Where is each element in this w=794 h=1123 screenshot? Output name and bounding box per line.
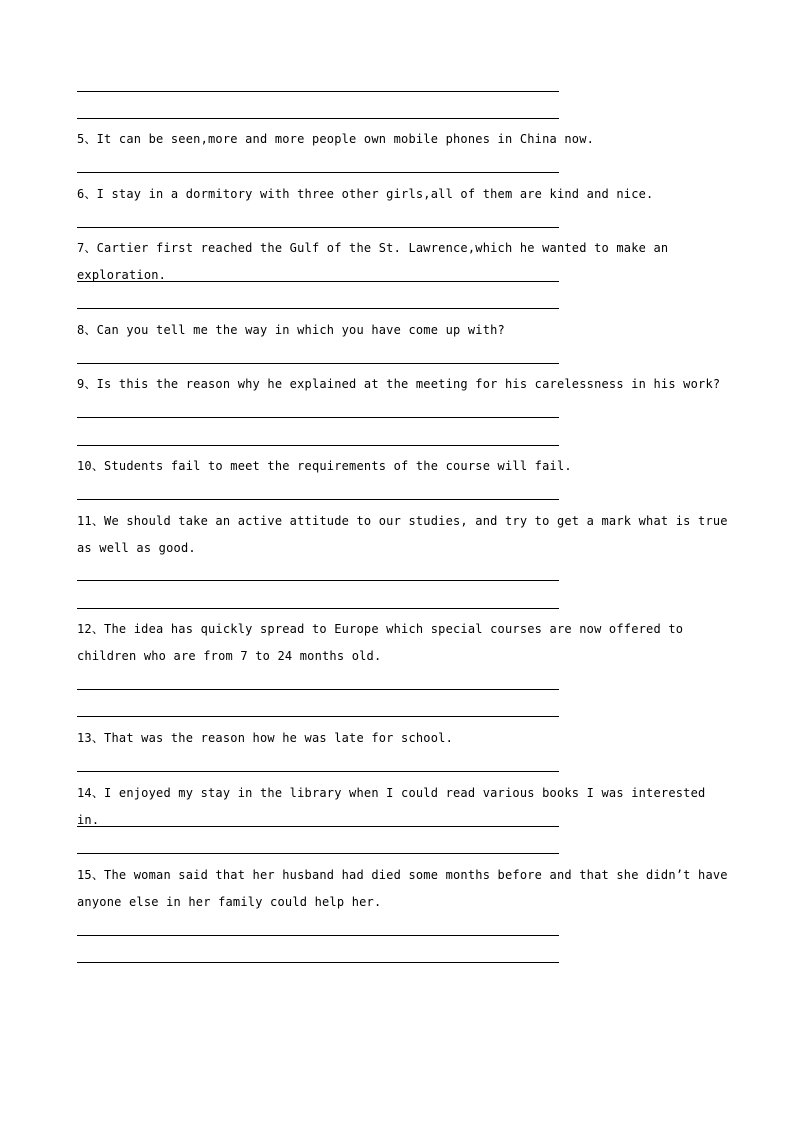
answer-line[interactable]: [77, 689, 559, 690]
question-15: 15、The woman said that her husband had died some months before and that she didn’t have anyone else in her family could help her.: [77, 868, 728, 909]
answer-line[interactable]: [77, 118, 559, 119]
answer-line[interactable]: [77, 608, 559, 609]
answer-line[interactable]: [77, 962, 559, 963]
answer-line[interactable]: [77, 716, 559, 717]
question-6: 6、I stay in a dormitory with three other girls,all of them are kind and nice.: [77, 187, 654, 201]
question-10: 10、Students fail to meet the requirements of the course will fail.: [77, 459, 572, 473]
question-5: 5、It can be seen,more and more people own mobile phones in China now.: [77, 132, 595, 146]
question-11: 11、We should take an active attitude to our studies, and try to get a mark what is true as well as good.: [77, 514, 728, 555]
answer-line[interactable]: [77, 281, 559, 282]
question-12: 12、The idea has quickly spread to Europe which special courses are now offered to children who are from 7 to 24 months old.: [77, 622, 684, 663]
answer-line[interactable]: [77, 499, 559, 500]
answer-line[interactable]: [77, 91, 559, 92]
question-13: 13、That was the reason how he was late for school.: [77, 731, 454, 745]
answer-line[interactable]: [77, 853, 559, 854]
answer-line[interactable]: [77, 771, 559, 772]
answer-line[interactable]: [77, 935, 559, 936]
answer-line[interactable]: [77, 445, 559, 446]
question-9: 9、Is this the reason why he explained at the meeting for his carelessness in his work?: [77, 377, 721, 391]
answer-line[interactable]: [77, 227, 559, 228]
question-7: 7、Cartier first reached the Gulf of the St. Lawrence,which he wanted to make an exploration.: [77, 241, 669, 282]
answer-line[interactable]: [77, 363, 559, 364]
answer-line[interactable]: [77, 417, 559, 418]
answer-line[interactable]: [77, 308, 559, 309]
question-14: 14、I enjoyed my stay in the library when I could read various books I was interested in.: [77, 786, 706, 827]
answer-line[interactable]: [77, 826, 559, 827]
answer-line[interactable]: [77, 172, 559, 173]
answer-line[interactable]: [77, 580, 559, 581]
question-8: 8、Can you tell me the way in which you have come up with?: [77, 323, 505, 337]
